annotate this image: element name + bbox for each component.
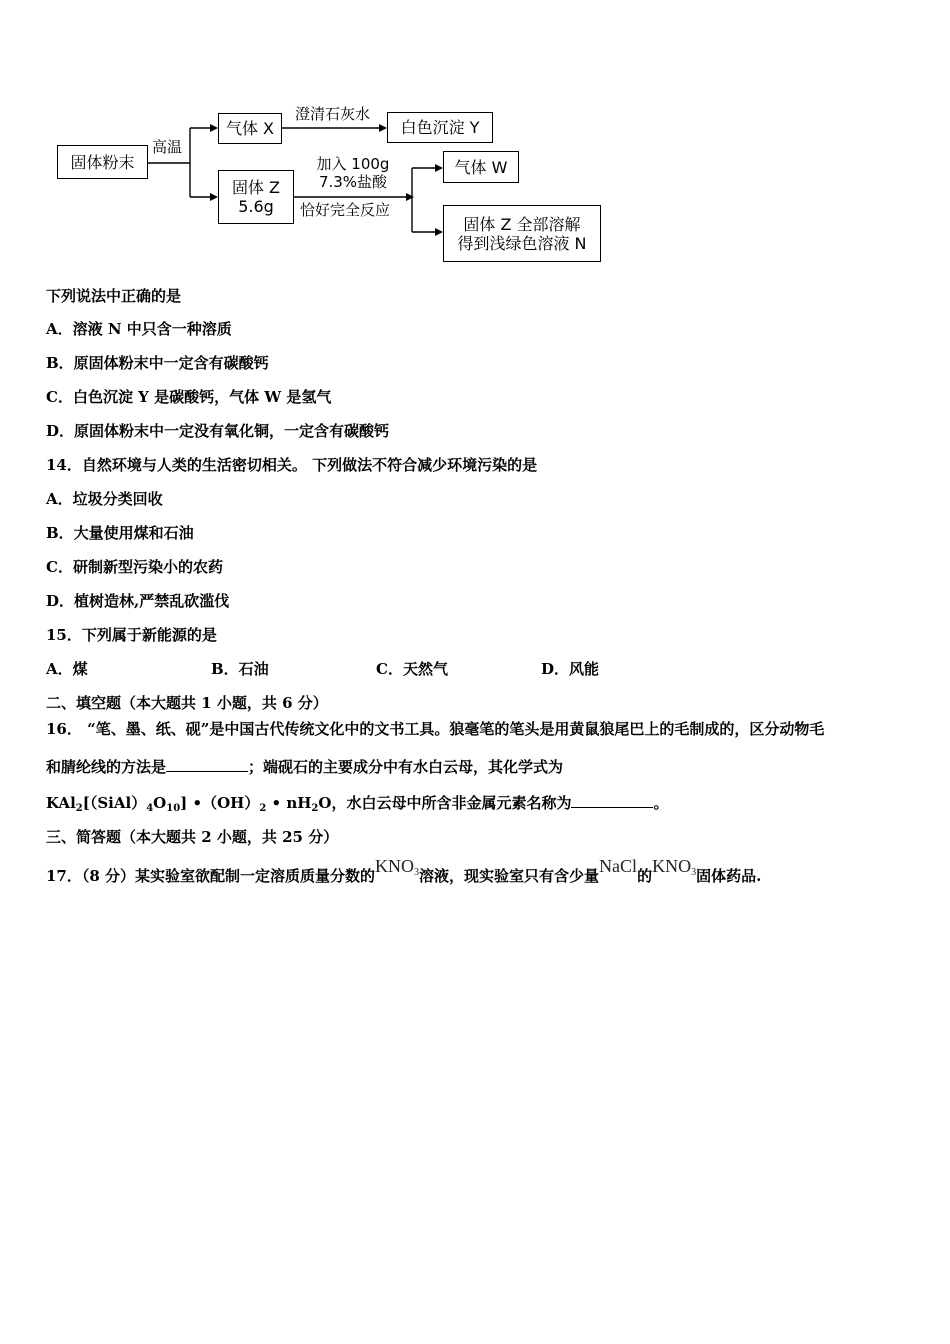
- q16-end: 。: [653, 794, 669, 812]
- q17-nacl: NaCl: [599, 856, 638, 876]
- q15-option-c: C．天然气: [376, 660, 448, 678]
- solid-z-line1: 固体 Z: [231, 178, 281, 197]
- q17-line: [46, 856, 762, 886]
- f-kal: KAl: [46, 794, 76, 812]
- limewater-label: 澄清石灰水: [295, 105, 371, 123]
- f-o: O: [153, 794, 167, 812]
- solid-z-box: [218, 170, 294, 224]
- add-acid-label: [305, 155, 401, 191]
- q14-option-d: D．植树造林,严禁乱砍滥伐: [46, 592, 230, 610]
- section2-heading: 二、填空题（本大题共 1 小题，共 6 分）: [46, 694, 328, 712]
- q15-option-b: B．石油: [211, 660, 269, 678]
- gas-w-label: 气体 W: [454, 157, 508, 177]
- flow-diagram: [0, 0, 950, 280]
- q17-part2: 溶液，现实验室只有含少量: [419, 867, 600, 885]
- q17-part1: 17．（8 分）某实验室欲配制一定溶质质量分数的: [46, 867, 376, 885]
- high-temp-label: 高温: [152, 138, 183, 156]
- q16-line1: 16． “笔、墨、纸、砚”是中国古代传统文化中的文书工具。狼毫笔的笔头是用黄鼠狼尾巴上的毛制成的，区分动物毛: [46, 720, 825, 738]
- q15-stem: 15．下列属于新能源的是: [46, 626, 217, 644]
- react-label: 恰好完全反应: [300, 201, 391, 219]
- white-precip-label: 白色沉淀 Y: [400, 118, 480, 137]
- q14-stem: 14．自然环境与人类的生活密切相关。 下列做法不符合减少环境污染的是: [46, 456, 538, 474]
- f-sub-2: 2: [75, 803, 83, 814]
- q16-line2: [46, 757, 563, 777]
- q16-blank-1[interactable]: [166, 757, 248, 772]
- q17-part3: 的: [637, 867, 653, 885]
- solid-z-line2: 5.6g: [238, 197, 274, 216]
- q13-stem: 下列说法中正确的是: [46, 287, 182, 305]
- f-sial: [（SiAl）: [82, 794, 147, 812]
- add-acid-line2: 7.3%盐酸: [318, 173, 388, 191]
- q13-option-a: A．溶液 N 中只含一种溶质: [46, 320, 232, 338]
- gas-x-box: [218, 113, 282, 144]
- q17-kno3-1: [375, 856, 419, 876]
- q17-kno3-2: [652, 856, 696, 876]
- f-sub-2b: 2: [259, 803, 267, 814]
- solid-powder-box: [57, 145, 148, 179]
- q15-option-a: A．煤: [46, 660, 88, 678]
- f-oh: ] •（OH）: [180, 794, 260, 812]
- dissolve-box: [443, 205, 601, 262]
- q14-option-c: C．研制新型污染小的农药: [46, 558, 223, 576]
- q17-kno3-2-sub: 3: [691, 867, 697, 878]
- section3-heading: 三、简答题（本大题共 2 小题，共 25 分）: [46, 828, 339, 846]
- q13-option-d: D．原固体粉末中一定没有氧化铜，一定含有碳酸钙: [46, 422, 390, 440]
- q15-option-d: D．风能: [541, 660, 600, 678]
- f-o2: O，水白云母中所含非金属元素名称为: [318, 794, 572, 812]
- q14-option-b: B．大量使用煤和石油: [46, 524, 194, 542]
- gas-x-label: 气体 X: [225, 119, 275, 138]
- q16-line2-a: 和腈纶线的方法是: [46, 758, 167, 776]
- q13-option-c: C．白色沉淀 Y 是碳酸钙，气体 W 是氢气: [46, 388, 332, 406]
- q17-kno3-2-base: KNO: [652, 856, 692, 876]
- q17-kno3-1-sub: 3: [414, 867, 420, 878]
- f-sub-2c: 2: [311, 803, 319, 814]
- q16-line2-b: ；端砚石的主要成分中有水白云母，其化学式为: [248, 758, 564, 776]
- q14-option-a: A．垃圾分类回收: [46, 490, 163, 508]
- solid-powder-label: 固体粉末: [70, 152, 135, 172]
- add-acid-line1: 加入 100g: [316, 155, 390, 173]
- gas-w-box: [443, 151, 519, 183]
- q13-option-b: B．原固体粉末中一定含有碳酸钙: [46, 354, 269, 372]
- q16-line3: [46, 793, 668, 813]
- dissolve-line1: 固体 Z 全部溶解: [463, 214, 581, 234]
- q17-kno3-1-base: KNO: [375, 856, 415, 876]
- f-sub-4: 4: [146, 803, 154, 814]
- q16-blank-2[interactable]: [571, 793, 653, 808]
- white-precip-box: [387, 112, 493, 143]
- q17-part4: 固体药品.: [696, 867, 762, 885]
- f-sub-10: 10: [166, 803, 181, 814]
- f-nh: • nH: [266, 794, 312, 812]
- dissolve-line2: 得到浅绿色溶液 N: [457, 233, 587, 253]
